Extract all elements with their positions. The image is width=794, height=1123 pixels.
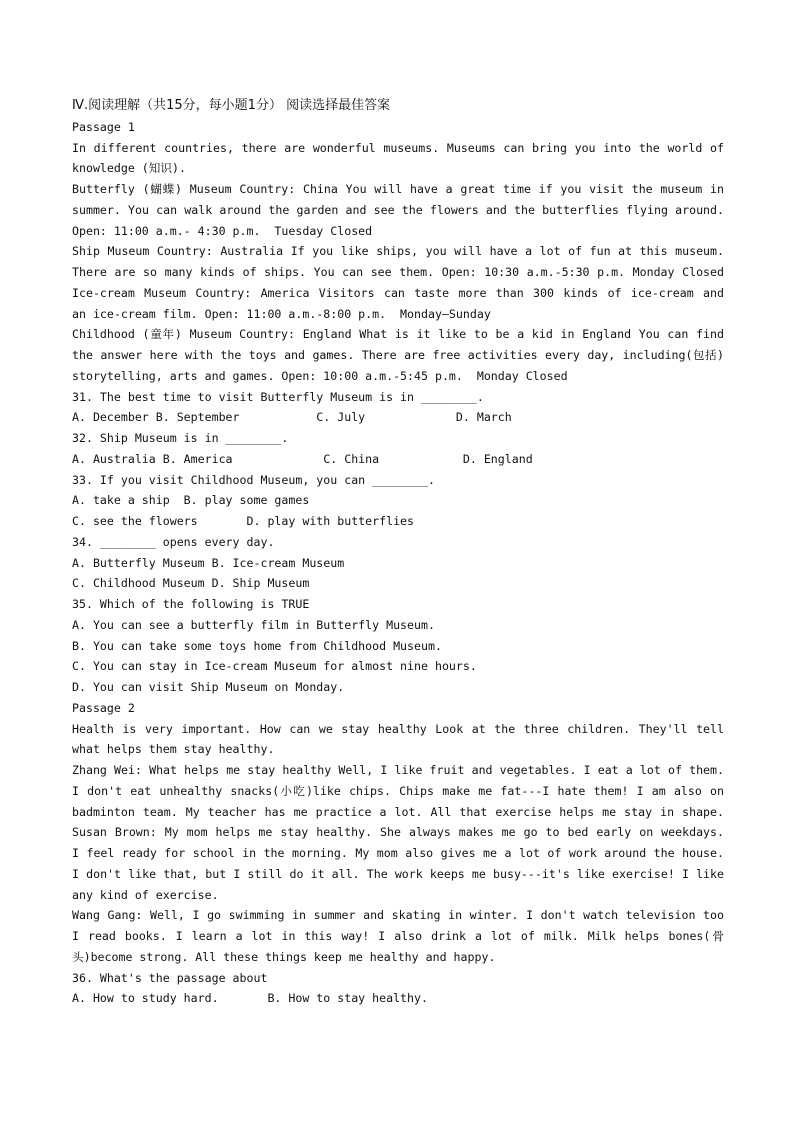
text-line: 34. ________ opens every day. (72, 534, 275, 549)
text-line: 31. The best time to visit Butterfly Museum is in ________. (72, 389, 484, 404)
text-line: A. take a ship B. play some games (72, 493, 310, 508)
text-line: A. You can see a butterfly film in Butterfly Museum. (72, 617, 435, 632)
text-line: I don't eat unhealthy snacks(小吃)like chips. Chips make me fat---I hate them! I am also on (72, 783, 724, 798)
text-line: In different countries, there are wonderful museums. Museums can bring you into the world of (72, 140, 724, 155)
text-line: Ship Museum Country: Australia If you like ships, you will have a lot of fun at this museum. (72, 244, 724, 259)
text-line: any kind of exercise. (72, 887, 219, 902)
text-line: the answer here with the toys and games. There are free activities every day, including(包括) (72, 348, 724, 362)
text-line: 32. Ship Museum is in ________. (72, 431, 289, 445)
text-line: Childhood (童年) Museum Country: England What is it like to be a kid in England You can find (72, 327, 724, 342)
text-line: Ice-cream Museum Country: America Visitors can taste more than 300 kinds of ice-cream and (72, 285, 724, 300)
text-line: C. see the flowers D. play with butterflies (72, 514, 415, 528)
text-line: Passage 1 (72, 119, 135, 134)
text-line: Butterfly (蝴蝶) Museum Country: China You will have a great time if you visit the museum in (72, 182, 724, 196)
text-line: 头)become strong. All these things keep me healthy and happy. (72, 949, 496, 964)
text-line: A. How to study hard. B. How to stay healthy. (72, 991, 428, 1006)
text-line: summer. You can walk around the garden and see the flowers and the butterflies flying around. (72, 202, 724, 217)
text-line: B. You can take some toys home from Childhood Museum. (72, 638, 442, 653)
text-line: Health is very important. How can we stay healthy Look at the three children. They'll tell (72, 721, 724, 736)
text-line: C. Childhood Museum D. Ship Museum (72, 576, 310, 591)
section-title: Ⅳ.阅读理解（共15分，每小题1分） 阅读选择最佳答案 (72, 98, 391, 113)
text-line: badminton team. My teacher has me practice a lot. All that exercise helps me stay in shape. (72, 804, 724, 819)
text-line: A. Australia B. America C. China D. England (72, 451, 533, 466)
document-page (72, 96, 724, 1009)
text-line: what helps them stay healthy. (72, 742, 275, 757)
text-line: Zhang Wei: What helps me stay healthy Well, I like fruit and vegetables. I eat a lot of them. (72, 763, 724, 777)
text-line: There are so many kinds of ships. You can see them. Open: 10:30 a.m.-5:30 p.m. Monday Closed (72, 265, 724, 279)
text-line: 36. What's the passage about (72, 970, 268, 985)
text-line: Passage 2 (72, 700, 135, 715)
text-line: knowledge (知识). (72, 161, 186, 176)
text-line: Open: 11:00 a.m.- 4:30 p.m. Tuesday Closed (72, 223, 373, 238)
text-line: C. You can stay in Ice-cream Museum for almost nine hours. (72, 659, 477, 674)
text-line: storytelling, arts and games. Open: 10:00 a.m.-5:45 p.m. Monday Closed (72, 368, 568, 383)
text-line: Susan Brown: My mom helps me stay healthy. She always makes me go to bed early on weekdays. (72, 825, 724, 840)
text-line: I read books. I learn a lot in this way! I also drink a lot of milk. Milk helps bones(骨 (72, 929, 724, 943)
text-line: Wang Gang: Well, I go swimming in summer and skating in winter. I don't watch television too (72, 908, 724, 923)
text-line: I don't like that, but I still do it all. The work keeps me busy---it's like exercise! I like (72, 866, 724, 881)
text-line: D. You can visit Ship Museum on Monday. (72, 680, 345, 694)
text-line: A. Butterfly Museum B. Ice-cream Museum (72, 555, 345, 570)
text-line: 33. If you visit Childhood Museum, you can ________. (72, 472, 435, 487)
text-line: I feel ready for school in the morning. My mom also gives me a lot of work around the house. (72, 846, 724, 860)
text-line: 35. Which of the following is TRUE (72, 597, 310, 611)
text-line: A. December B. September C. July D. March (72, 410, 512, 425)
text-line: an ice-cream film. Open: 11:00 a.m.-8:00 p.m. Monday—Sunday (72, 306, 491, 321)
